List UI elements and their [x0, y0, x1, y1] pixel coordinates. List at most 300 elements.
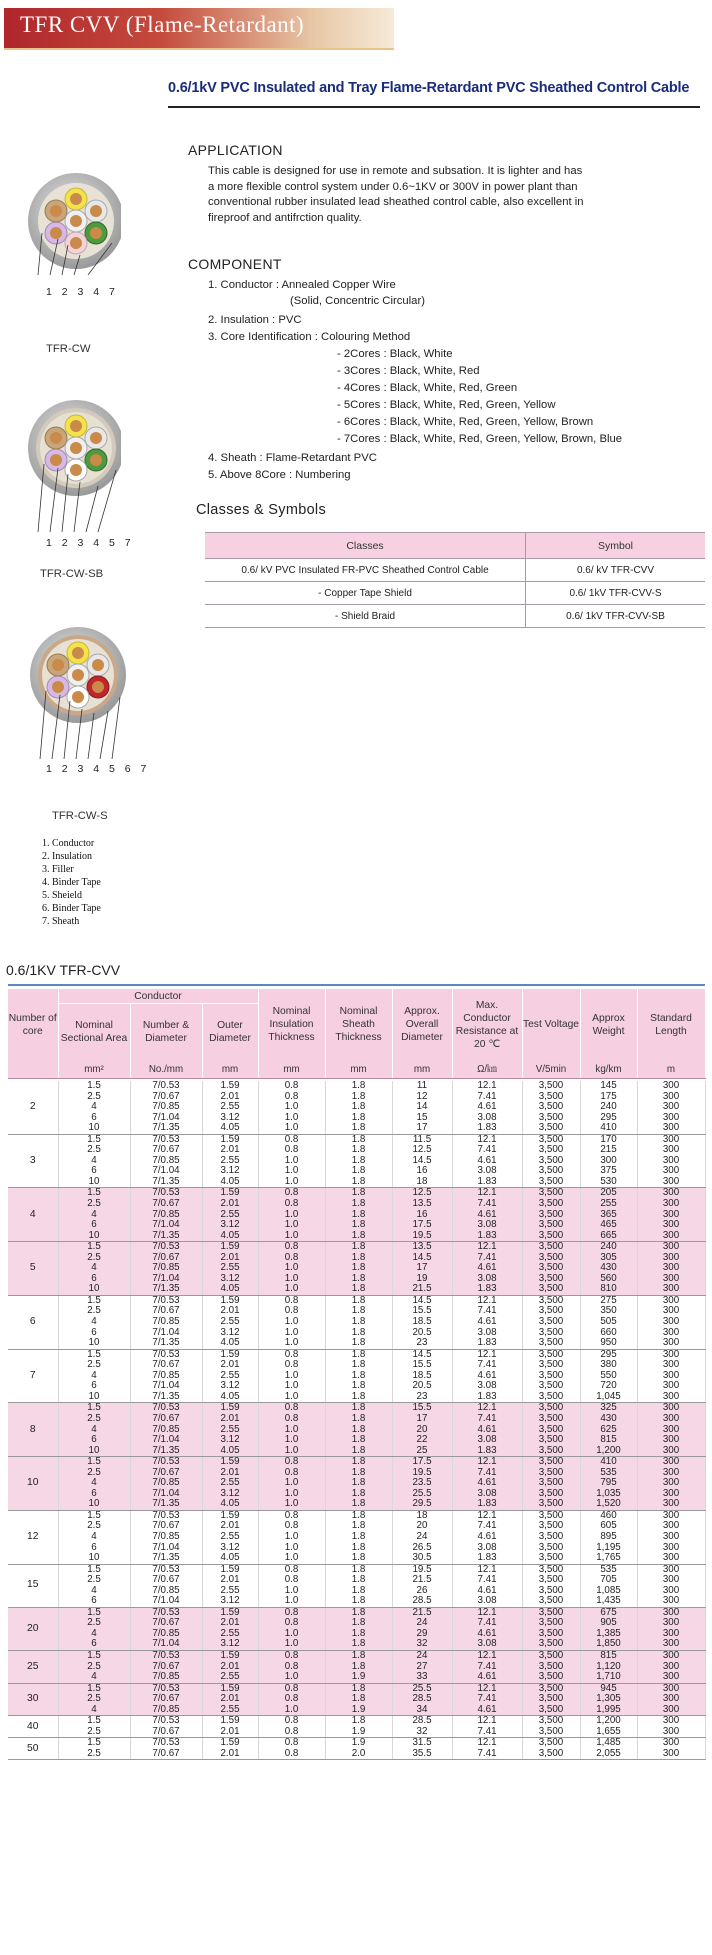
spec-value: 215: [600, 1144, 617, 1156]
spec-value: 1.0: [284, 1111, 299, 1123]
spec-value: 3,500: [538, 1466, 564, 1478]
spec-value: 4.05: [220, 1444, 240, 1456]
spec-value: 1.8: [351, 1520, 366, 1532]
spec-value: 0.8: [284, 1725, 299, 1737]
spec-value: 1.0: [284, 1283, 299, 1295]
spec-value: 895: [600, 1530, 617, 1542]
spec-value: 1.8: [351, 1541, 366, 1553]
spec-value: 4.05: [220, 1552, 240, 1564]
spec-value: 23: [416, 1390, 428, 1402]
spec-value: 1,200: [596, 1715, 621, 1727]
unit-outer: mm: [202, 1060, 258, 1079]
spec-value: 0.8: [284, 1520, 299, 1532]
spec-value: 1.83: [477, 1175, 497, 1187]
component-line: - 2Cores : Black, White: [337, 348, 453, 360]
spec-value: 23.5: [412, 1477, 432, 1489]
core-count-cell: 8: [8, 1403, 58, 1457]
spec-cell: [392, 1683, 452, 1716]
spec-value: 4: [91, 1423, 97, 1435]
spec-value: 3,500: [538, 1725, 564, 1737]
spec-value: 17: [416, 1262, 428, 1274]
spec-value: 3,500: [538, 1154, 564, 1166]
table-row: [8, 1295, 705, 1349]
spec-cell: [258, 1716, 325, 1738]
spec-value: 7/0.53: [152, 1080, 180, 1091]
spec-value: 6: [91, 1111, 97, 1123]
core-count-cell: 4: [8, 1188, 58, 1242]
spec-value: 3.12: [220, 1434, 240, 1446]
spec-cell: [452, 1738, 522, 1760]
spec-value: 1.0: [284, 1229, 299, 1241]
core-count-cell: 7: [8, 1349, 58, 1403]
spec-value: 2.01: [220, 1090, 240, 1102]
spec-cell: [130, 1242, 202, 1296]
spec-value: 7/0.85: [152, 1584, 180, 1596]
core-count-cell: 15: [8, 1564, 58, 1607]
spec-value: 19.5: [412, 1563, 432, 1575]
spec-value: 1.8: [351, 1133, 366, 1145]
spec-value: 2.0: [351, 1747, 366, 1759]
spec-value: 1.5: [87, 1715, 101, 1727]
symbol-cell: 0.6/ 1kV TFR-CVV-S: [526, 582, 706, 605]
spec-value: 300: [662, 1359, 680, 1371]
cable-illustration-cw-s: [16, 617, 128, 765]
spec-value: 3,500: [538, 1229, 564, 1241]
spec-value: 7/0.85: [152, 1627, 180, 1639]
spec-value: 300: [662, 1434, 680, 1446]
spec-cell: [202, 1457, 258, 1511]
spec-value: 1.5: [87, 1606, 101, 1618]
spec-cell: [580, 1242, 637, 1296]
spec-cell: [580, 1738, 637, 1760]
spec-cell: [202, 1134, 258, 1188]
spec-value: 3,500: [538, 1111, 564, 1123]
spec-cell: [130, 1295, 202, 1349]
spec-value: 0.8: [284, 1466, 299, 1478]
spec-value: 1.0: [284, 1272, 299, 1284]
component-line: - 6Cores : Black, White, Red, Green, Yellow, Brown: [337, 416, 594, 428]
spec-value: 1,485: [596, 1737, 621, 1749]
spec-value: 1.0: [284, 1434, 299, 1446]
spec-cell: [637, 1242, 705, 1296]
spec-cell: [58, 1683, 130, 1716]
spec-value: 2.01: [220, 1359, 240, 1371]
spec-value: 19.5: [412, 1466, 432, 1478]
spec-value: 3,500: [538, 1627, 564, 1639]
spec-value: 1.8: [351, 1693, 366, 1705]
spec-value: 3,500: [538, 1606, 564, 1618]
spec-value: 3,500: [538, 1477, 564, 1489]
spec-value: 1.8: [351, 1122, 366, 1134]
spec-value: 300: [662, 1380, 680, 1392]
spec-value: 1,765: [596, 1552, 621, 1564]
spec-value: 300: [662, 1520, 680, 1532]
spec-value: 25.5: [412, 1682, 432, 1694]
spec-cell: [452, 1510, 522, 1564]
spec-value: 12.1: [477, 1294, 497, 1306]
core-count-cell: 6: [8, 1295, 58, 1349]
spec-value: 1,850: [596, 1638, 621, 1650]
spec-value: 1.8: [351, 1241, 366, 1253]
spec-value: 3,500: [538, 1175, 564, 1187]
spec-cell: [258, 1403, 325, 1457]
spec-value: 4.61: [477, 1627, 497, 1639]
spec-value: 1.0: [284, 1595, 299, 1607]
spec-value: 7/0.67: [152, 1412, 180, 1424]
spec-cell: [130, 1403, 202, 1457]
spec-value: 4.61: [477, 1530, 497, 1542]
table-row: [8, 1607, 705, 1650]
spec-value: 460: [600, 1509, 617, 1521]
spec-cell: [325, 1510, 392, 1564]
spec-value: 1.83: [477, 1229, 497, 1241]
legend-item: 3. Filler: [42, 864, 74, 875]
spec-value: 18: [416, 1509, 428, 1521]
spec-value: 13.5: [412, 1241, 432, 1253]
spec-value: 1.59: [220, 1402, 240, 1414]
table-row: [8, 1564, 705, 1607]
spec-value: 1,045: [596, 1390, 621, 1402]
spec-value: 1.8: [351, 1272, 366, 1284]
spec-value: 14.5: [412, 1348, 432, 1360]
spec-cell: [637, 1457, 705, 1511]
spec-value: 705: [600, 1574, 617, 1586]
spec-value: 0.8: [284, 1412, 299, 1424]
spec-value: 145: [600, 1080, 617, 1091]
spec-value: 3.12: [220, 1380, 240, 1392]
table-row: [8, 1134, 705, 1188]
cable-illustration-cw-sb: [16, 390, 121, 538]
spec-value: 26: [416, 1584, 428, 1596]
core-count-cell: 30: [8, 1683, 58, 1716]
spec-value: 2.01: [220, 1747, 240, 1759]
component-line: - 3Cores : Black, White, Red: [337, 365, 480, 377]
spec-value: 1.0: [284, 1326, 299, 1338]
legend-item: 7. Sheath: [42, 916, 80, 927]
spec-value: 16: [416, 1208, 428, 1220]
spec-value: 1.8: [351, 1101, 366, 1113]
spec-value: 535: [600, 1563, 617, 1575]
table-row: [8, 1081, 705, 1134]
spec-value: 4.61: [477, 1423, 497, 1435]
spec-value: 12.1: [477, 1563, 497, 1575]
spec-value: 2.5: [87, 1693, 101, 1705]
spec-value: 18: [416, 1175, 428, 1187]
spec-value: 4: [91, 1262, 97, 1274]
spec-value: 30.5: [412, 1552, 432, 1564]
application-line: a more flexible control system under 0.6~1KV or 300V in power plant than: [208, 180, 578, 193]
unit-number-diameter: No./mm: [130, 1060, 202, 1079]
component-line: - 7Cores : Black, White, Red, Green, Yellow, Brown, Blue: [337, 433, 623, 445]
spec-value: 375: [600, 1165, 617, 1177]
spec-value: 550: [600, 1369, 617, 1381]
spec-value: 7/0.53: [152, 1563, 180, 1575]
spec-value: 535: [600, 1466, 617, 1478]
spec-value: 3,500: [538, 1444, 564, 1456]
spec-value: 2,055: [596, 1747, 621, 1759]
spec-cell: [522, 1564, 580, 1607]
spec-value: 1.83: [477, 1390, 497, 1402]
spec-value: 3,500: [538, 1434, 564, 1446]
spec-cell: [580, 1349, 637, 1403]
spec-value: 1.0: [284, 1380, 299, 1392]
spec-value: 1.8: [351, 1283, 366, 1295]
spec-value: 2.55: [220, 1584, 240, 1596]
spec-value: 18.5: [412, 1316, 432, 1328]
spec-value: 465: [600, 1219, 617, 1231]
spec-value: 795: [600, 1477, 617, 1489]
spec-value: 300: [662, 1080, 680, 1091]
spec-cell: [58, 1081, 130, 1134]
spec-value: 4.61: [477, 1154, 497, 1166]
spec-value: 2.5: [87, 1660, 101, 1672]
banner-title: TFR CVV (Flame-Retardant): [20, 12, 305, 37]
spec-value: 1.8: [351, 1229, 366, 1241]
header-insulation: Nominal Insulation Thickness: [258, 989, 325, 1060]
spec-value: 1.8: [351, 1090, 366, 1102]
spec-cell: [522, 1510, 580, 1564]
spec-value: 1.0: [284, 1423, 299, 1435]
spec-cell: [258, 1738, 325, 1760]
spec-value: 10: [88, 1283, 100, 1295]
spec-value: 14: [416, 1101, 428, 1113]
spec-value: 4: [91, 1369, 97, 1381]
spec-cell: [522, 1242, 580, 1296]
spec-value: 7.41: [477, 1725, 497, 1737]
spec-value: 300: [662, 1660, 680, 1672]
table-row: [8, 1716, 705, 1738]
spec-value: 300: [662, 1725, 680, 1737]
spec-value: 2.55: [220, 1703, 240, 1715]
spec-value: 1.8: [351, 1390, 366, 1402]
spec-value: 0.8: [284, 1747, 299, 1759]
spec-value: 15.5: [412, 1359, 432, 1371]
spec-value: 350: [600, 1305, 617, 1317]
spec-value: 300: [662, 1241, 680, 1253]
spec-value: 0.8: [284, 1649, 299, 1661]
spec-cell: [580, 1716, 637, 1738]
spec-value: 7/1.35: [152, 1552, 180, 1564]
spec-value: 7/0.85: [152, 1477, 180, 1489]
spec-value: 3,500: [538, 1402, 564, 1414]
spec-value: 1.0: [284, 1262, 299, 1274]
spec-value: 7/0.53: [152, 1456, 180, 1468]
spec-value: 1.0: [284, 1444, 299, 1456]
symbol-cell: 0.6/ kV TFR-CVV: [526, 559, 706, 582]
spec-value: 2.5: [87, 1747, 101, 1759]
spec-value: 2.5: [87, 1305, 101, 1317]
spec-value: 1.59: [220, 1241, 240, 1253]
legend-item: 6. Binder Tape: [42, 903, 101, 914]
spec-value: 7/1.04: [152, 1595, 180, 1607]
spec-cell: [58, 1295, 130, 1349]
spec-value: 300: [662, 1693, 680, 1705]
cable-label-cw: TFR-CW: [46, 343, 91, 355]
spec-value: 3.08: [477, 1638, 497, 1650]
spec-value: 0.8: [284, 1090, 299, 1102]
component-line: - 5Cores : Black, White, Red, Green, Yellow: [337, 399, 556, 411]
spec-value: 410: [600, 1456, 617, 1468]
spec-value: 3,500: [538, 1208, 564, 1220]
spec-value: 17.5: [412, 1456, 432, 1468]
spec-value: 28.5: [412, 1715, 432, 1727]
spec-value: 1,710: [596, 1671, 621, 1683]
spec-value: 300: [662, 1090, 680, 1102]
spec-value: 3,500: [538, 1530, 564, 1542]
spec-value: 7/1.04: [152, 1638, 180, 1650]
spec-value: 4: [91, 1154, 97, 1166]
spec-cell: [202, 1564, 258, 1607]
spec-value: 7/0.67: [152, 1305, 180, 1317]
spec-value: 2.5: [87, 1198, 101, 1210]
spec-value: 6: [91, 1487, 97, 1499]
spec-value: 25.5: [412, 1487, 432, 1499]
spec-value: 2.5: [87, 1466, 101, 1478]
spec-value: 3,500: [538, 1584, 564, 1596]
legend-item: 2. Insulation: [42, 851, 92, 862]
spec-value: 300: [662, 1444, 680, 1456]
application-line: fireproof and antifrction quality.: [208, 211, 362, 224]
spec-value: 1.8: [351, 1262, 366, 1274]
spec-value: 1.59: [220, 1649, 240, 1661]
spec-cell: [258, 1650, 325, 1683]
component-heading: COMPONENT: [188, 256, 282, 272]
spec-value: 1,120: [596, 1660, 621, 1672]
spec-value: 15.5: [412, 1402, 432, 1414]
spec-value: 2.01: [220, 1412, 240, 1424]
spec-value: 17: [416, 1122, 428, 1134]
spec-value: 3,500: [538, 1080, 564, 1091]
spec-value: 300: [662, 1187, 680, 1199]
spec-value: 12.1: [477, 1402, 497, 1414]
spec-value: 1.8: [351, 1165, 366, 1177]
spec-cell: [452, 1607, 522, 1650]
spec-value: 1.0: [284, 1552, 299, 1564]
spec-value: 7/1.04: [152, 1272, 180, 1284]
unit-weight: kg/km: [580, 1060, 637, 1079]
spec-value: 300: [662, 1412, 680, 1424]
spec-value: 410: [600, 1122, 617, 1134]
spec-value: 1,385: [596, 1627, 621, 1639]
spec-cell: [258, 1242, 325, 1296]
component-line: 4. Sheath : Flame-Retardant PVC: [208, 452, 377, 464]
spec-value: 1.83: [477, 1444, 497, 1456]
spec-value: 3,500: [538, 1574, 564, 1586]
spec-cell: [580, 1081, 637, 1134]
spec-value: 1.5: [87, 1649, 101, 1661]
spec-cell: [130, 1650, 202, 1683]
spec-value: 1.5: [87, 1456, 101, 1468]
spec-value: 3,500: [538, 1595, 564, 1607]
spec-cell: [130, 1564, 202, 1607]
symbol-col-header: Symbol: [526, 533, 706, 559]
spec-value: 300: [662, 1563, 680, 1575]
spec-value: 6: [91, 1219, 97, 1231]
spec-value: 1.8: [351, 1154, 366, 1166]
unit-insulation: mm: [258, 1060, 325, 1079]
spec-value: 29.5: [412, 1498, 432, 1510]
symbol-cell: 0.6/ 1kV TFR-CVV-SB: [526, 605, 706, 628]
unit-area: mm²: [58, 1060, 130, 1079]
spec-value: 0.8: [284, 1563, 299, 1575]
spec-value: 300: [662, 1198, 680, 1210]
spec-value: 18.5: [412, 1369, 432, 1381]
spec-value: 12.1: [477, 1737, 497, 1749]
spec-cell: [392, 1188, 452, 1242]
spec-value: 3,500: [538, 1241, 564, 1253]
spec-value: 3,500: [538, 1305, 564, 1317]
table-row: [8, 1403, 705, 1457]
spec-value: 3,500: [538, 1165, 564, 1177]
spec-value: 0.8: [284, 1574, 299, 1586]
spec-cell: [325, 1683, 392, 1716]
table-row: [8, 1510, 705, 1564]
spec-value: 7/0.53: [152, 1187, 180, 1199]
spec-value: 12.1: [477, 1348, 497, 1360]
spec-value: 675: [600, 1606, 617, 1618]
spec-value: 1.5: [87, 1133, 101, 1145]
spec-value: 7/1.35: [152, 1175, 180, 1187]
spec-value: 11: [416, 1080, 428, 1091]
spec-cell: [202, 1738, 258, 1760]
spec-value: 1,200: [596, 1444, 621, 1456]
spec-value: 1.5: [87, 1241, 101, 1253]
spec-value: 3,500: [538, 1369, 564, 1381]
spec-value: 3,500: [538, 1412, 564, 1424]
spec-value: 255: [600, 1198, 617, 1210]
spec-value: 1.5: [87, 1348, 101, 1360]
spec-value: 300: [662, 1627, 680, 1639]
spec-value: 7/0.67: [152, 1466, 180, 1478]
spec-value: 3.12: [220, 1595, 240, 1607]
spec-value: 1.8: [351, 1466, 366, 1478]
spec-value: 1.0: [284, 1671, 299, 1683]
classes-table: [205, 532, 705, 628]
spec-cell: [522, 1295, 580, 1349]
spec-cell: [522, 1134, 580, 1188]
spec-value: 12.1: [477, 1649, 497, 1661]
spec-value: 300: [662, 1423, 680, 1435]
spec-value: 1.59: [220, 1133, 240, 1145]
spec-value: 3,500: [538, 1380, 564, 1392]
unit-voltage: V/5min: [522, 1060, 580, 1079]
spec-value: 1.8: [351, 1359, 366, 1371]
spec-value: 1.8: [351, 1606, 366, 1618]
spec-value: 10: [88, 1390, 100, 1402]
spec-cell: [392, 1403, 452, 1457]
application-line: This cable is designed for use in remote and subsation. It is lighter and has: [208, 165, 583, 177]
spec-value: 7/0.85: [152, 1208, 180, 1220]
spec-value: 300: [662, 1326, 680, 1338]
spec-value: 32: [416, 1725, 428, 1737]
spec-value: 2.01: [220, 1574, 240, 1586]
spec-cell: [258, 1349, 325, 1403]
spec-cell: [258, 1457, 325, 1511]
spec-value: 1.8: [351, 1584, 366, 1596]
spec-value: 1.8: [351, 1111, 366, 1123]
title-banner: [4, 8, 394, 50]
application-line: conventional rubber insulated lead sheathed control cable, also excellent in: [208, 196, 584, 208]
spec-value: 1.59: [220, 1715, 240, 1727]
core-count-cell: 25: [8, 1650, 58, 1683]
spec-value: 7/1.35: [152, 1444, 180, 1456]
spec-cell: [452, 1716, 522, 1738]
spec-value: 7/0.67: [152, 1359, 180, 1371]
header-outer-diameter: Outer Diameter: [202, 1004, 258, 1061]
spec-value: 12.1: [477, 1682, 497, 1694]
spec-value: 3,500: [538, 1122, 564, 1134]
spec-value: 7/0.53: [152, 1241, 180, 1253]
